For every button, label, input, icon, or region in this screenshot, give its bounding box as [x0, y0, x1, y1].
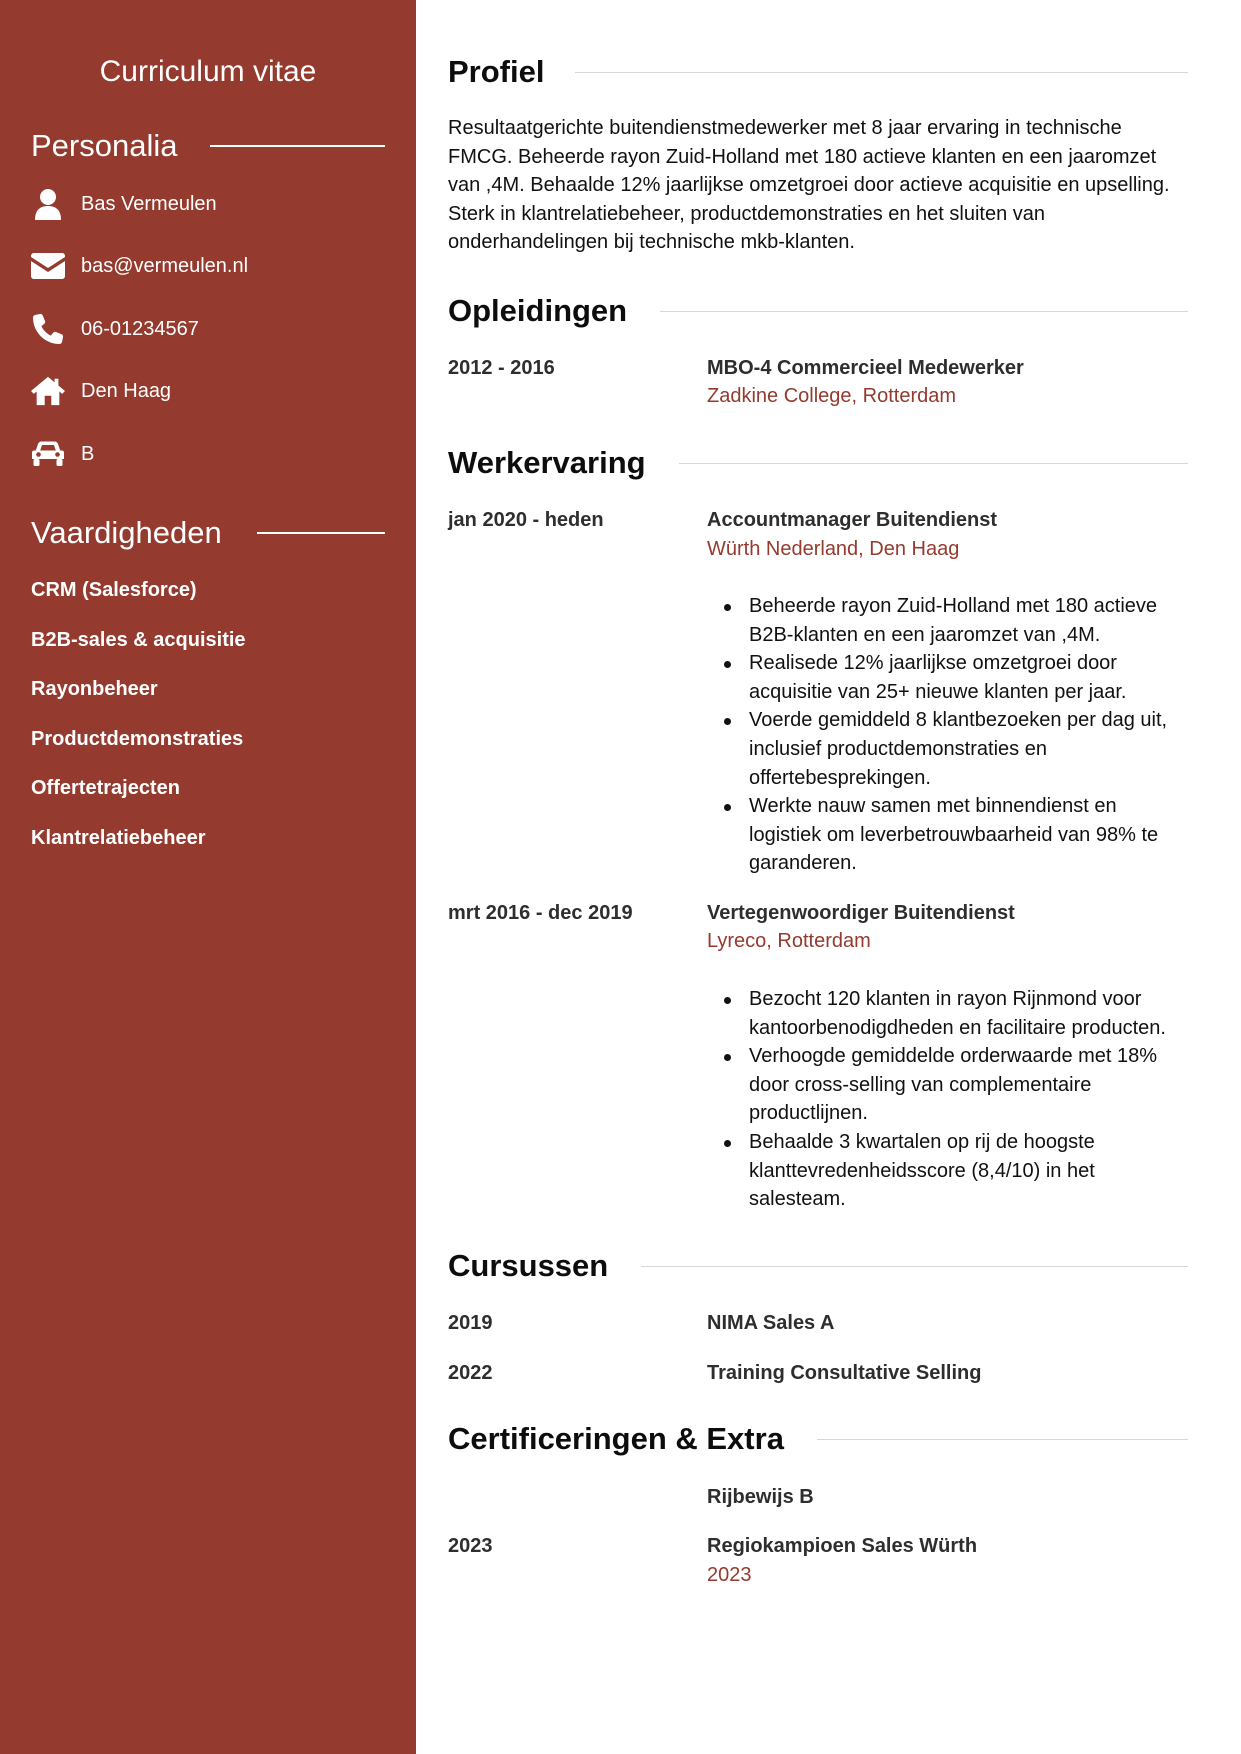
course-title: Training Consultative Selling: [707, 1362, 982, 1384]
job-employer: Würth Nederland, Den Haag: [707, 538, 960, 560]
job-title: Vertegenwoordiger Buitendienst: [707, 902, 1015, 924]
list-item: Beheerde rayon Zuid-Holland met 180 actieve B2B-klanten en een jaaromzet van ,4M.: [749, 592, 1189, 649]
contact-city-text: Den Haag: [81, 380, 172, 402]
profile-text: Resultaatgerichte buitendienstmedewerker met 8 jaar ervaring in technische FMCG. Beheerde rayon Zuid-Holland met 180 actieve klanten en een jaaromzet van ,4M. Behaalde 12% jaarlijkse omzetgroei door actieve acquisitie en upselling. Sterk in klantrelatiebeheer, productdemonstraties en het sluiten van onderhandelingen bij technische mkb-klanten.: [448, 117, 1170, 254]
profile-heading: Profiel: [448, 54, 545, 89]
course-date: 2019: [448, 1312, 493, 1334]
envelope-icon: [31, 250, 65, 282]
phone-icon: [31, 313, 65, 345]
education-date: 2012 - 2016: [448, 357, 555, 379]
skills-heading: Vaardigheden: [31, 515, 222, 550]
skill-item: Productdemonstraties: [31, 728, 244, 750]
contact-name-text: Bas Vermeulen: [81, 193, 217, 215]
skill-item: Rayonbeheer: [31, 678, 158, 700]
skill-item: CRM (Salesforce): [31, 579, 197, 601]
job-responsibilities: [749, 985, 1189, 1214]
certifications-divider: [817, 1439, 1188, 1440]
list-item: Voerde gemiddeld 8 klantbezoeken per dag uit, inclusief productdemonstraties en offertebesprekingen.: [749, 706, 1189, 792]
education-title: MBO-4 Commercieel Medewerker: [707, 357, 1024, 379]
contact-phone-text: 06-01234567: [81, 318, 199, 340]
skill-item: Offertetrajecten: [31, 777, 180, 799]
personalia-heading: Personalia: [31, 128, 178, 163]
education-divider: [660, 311, 1188, 312]
courses-divider: [641, 1266, 1188, 1267]
skill-item: B2B-sales & acquisitie: [31, 629, 246, 651]
job-date: mrt 2016 - dec 2019: [448, 902, 633, 924]
document-title: Curriculum vitae: [99, 55, 317, 88]
job-title: Accountmanager Buitendienst: [707, 509, 998, 531]
certification-title: Rijbewijs B: [707, 1486, 814, 1508]
course-title: NIMA Sales A: [707, 1312, 835, 1334]
skills-divider: [257, 532, 385, 534]
contact-city: [31, 373, 172, 409]
list-item: Behaalde 3 kwartalen op rij de hoogste klanttevredenheidsscore (8,4/10) in het salesteam.: [749, 1128, 1189, 1214]
certification-title: Regiokampioen Sales Würth: [707, 1535, 978, 1557]
job-responsibilities: [749, 592, 1189, 878]
courses-heading: Cursussen: [448, 1248, 609, 1283]
user-icon: [31, 188, 65, 220]
sidebar: [0, 0, 416, 1754]
contact-email-text: bas@vermeulen.nl: [81, 255, 249, 277]
list-item: Realisede 12% jaarlijkse omzetgroei door acquisitie van 25+ nieuwe klanten per jaar.: [749, 649, 1189, 706]
education-heading: Opleidingen: [448, 293, 628, 328]
contact-license-text: B: [81, 443, 95, 465]
contact-phone: [31, 311, 199, 347]
contact-name: [31, 186, 217, 222]
main-content: [448, 0, 1188, 1754]
car-icon: [31, 438, 65, 470]
contact-license: [31, 436, 95, 472]
profile-divider: [575, 72, 1188, 73]
experience-divider: [679, 463, 1188, 464]
list-item: Bezocht 120 klanten in rayon Rijnmond voor kantoorbenodigdheden en facilitaire producten.: [749, 985, 1189, 1042]
certifications-heading: Certificeringen & Extra: [448, 1421, 784, 1456]
contact-email: [31, 248, 249, 284]
job-date: jan 2020 - heden: [448, 509, 604, 531]
education-school: Zadkine College, Rotterdam: [707, 385, 957, 407]
experience-heading: Werkervaring: [448, 445, 646, 480]
job-employer: Lyreco, Rotterdam: [707, 930, 871, 952]
list-item: Werkte nauw samen met binnendienst en logistiek om leverbetrouwbaarheid van 98% te garanderen.: [749, 792, 1189, 878]
personalia-divider: [210, 145, 385, 147]
certification-date: 2023: [448, 1535, 493, 1557]
skill-item: Klantrelatiebeheer: [31, 827, 206, 849]
certification-year: 2023: [707, 1564, 752, 1586]
home-icon: [31, 375, 65, 407]
list-item: Verhoogde gemiddelde orderwaarde met 18% door cross-selling van complementaire productlijnen.: [749, 1042, 1189, 1128]
course-date: 2022: [448, 1362, 493, 1384]
